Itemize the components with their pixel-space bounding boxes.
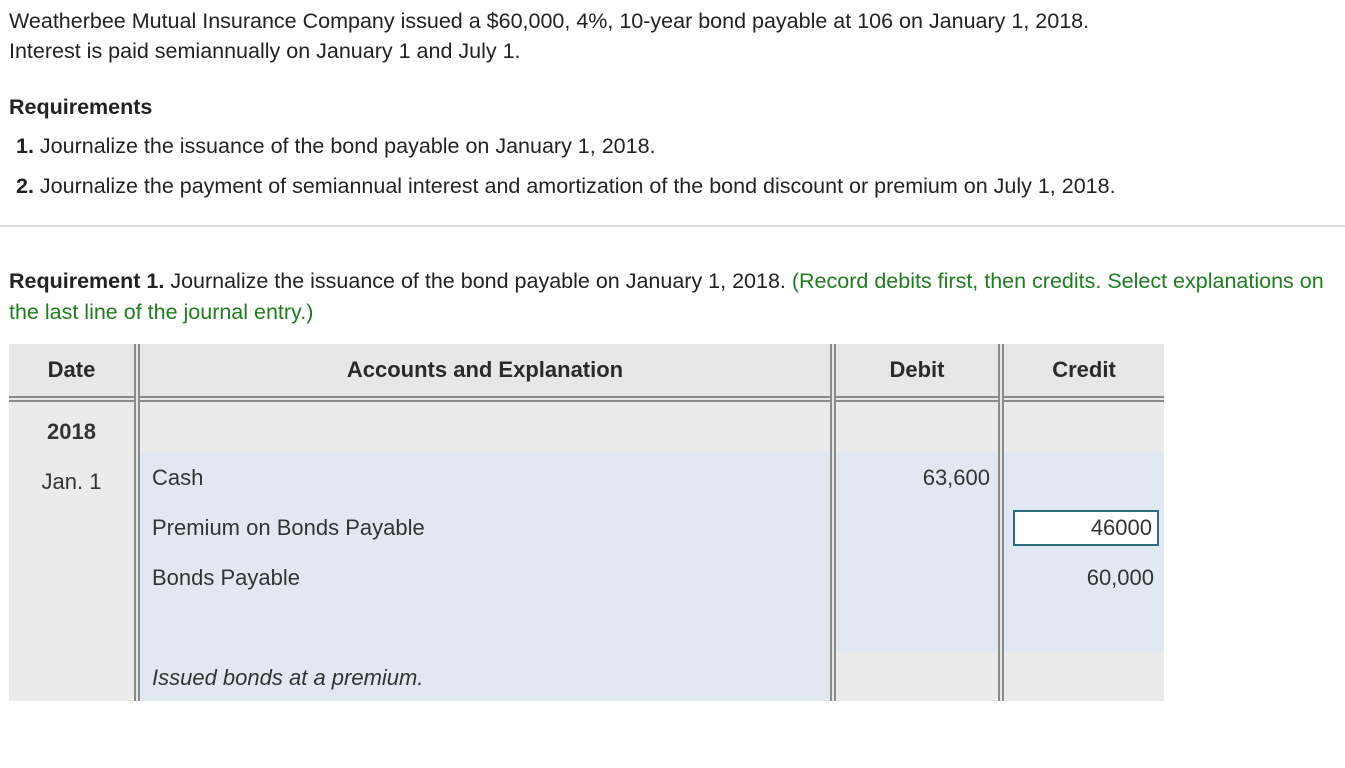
entry-rows-bg bbox=[140, 452, 1164, 652]
requirement-text-2: Journalize the payment of semiannual interest and amortization of the bond discount or premium on July 1, 2018. bbox=[39, 174, 1116, 198]
header-separator bbox=[9, 396, 1164, 402]
problem-line-2: Interest is paid semiannually on January 1 and July 1. bbox=[9, 39, 521, 63]
requirement-text-1: Journalize the issuance of the bond payable on January 1, 2018. bbox=[39, 134, 656, 158]
year-row-bg bbox=[140, 402, 1164, 452]
requirement-item-1 bbox=[16, 134, 656, 159]
instruction-label: Requirement 1. bbox=[9, 269, 165, 293]
instruction-hint: (Record debits first, then credits. Select explanations on the last line of the journal entry.) bbox=[9, 269, 1324, 324]
section-divider bbox=[0, 225, 1345, 227]
header-accounts: Accounts and Explanation bbox=[140, 344, 830, 396]
header-debit: Debit bbox=[836, 344, 998, 396]
requirement-num-1: 1. bbox=[16, 134, 34, 158]
requirement-instruction bbox=[9, 266, 1345, 328]
entry-year: 2018 bbox=[47, 419, 96, 444]
account-bonds-payable[interactable]: Bonds Payable bbox=[152, 565, 300, 590]
entry-explanation[interactable]: Issued bonds at a premium. bbox=[152, 665, 424, 690]
debit-cash[interactable]: 63,600 bbox=[922, 465, 990, 490]
credit-bonds-payable[interactable]: 60,000 bbox=[1086, 565, 1154, 590]
instruction-text: Journalize the issuance of the bond payable on January 1, 2018. bbox=[170, 269, 786, 293]
requirement-num-2: 2. bbox=[16, 174, 34, 198]
column-separator-2 bbox=[830, 344, 836, 701]
journal-entry-table bbox=[9, 344, 1164, 701]
account-premium-on-bonds-payable[interactable]: Premium on Bonds Payable bbox=[152, 515, 425, 540]
requirement-item-2 bbox=[16, 174, 1116, 199]
account-cash[interactable]: Cash bbox=[152, 465, 204, 490]
requirements-title: Requirements bbox=[9, 95, 153, 119]
header-date: Date bbox=[9, 344, 134, 396]
entry-date: Jan. 1 bbox=[41, 469, 102, 494]
column-separator-1 bbox=[134, 344, 140, 701]
column-separator-3 bbox=[998, 344, 1004, 701]
credit-premium-input[interactable] bbox=[1013, 510, 1159, 546]
problem-line-1: Weatherbee Mutual Insurance Company issued a $60,000, 4%, 10-year bond payable at 106 on January 1, 2018. bbox=[9, 9, 1090, 33]
header-credit: Credit bbox=[1004, 344, 1164, 396]
date-column bbox=[9, 402, 134, 701]
problem-statement bbox=[9, 6, 1089, 66]
